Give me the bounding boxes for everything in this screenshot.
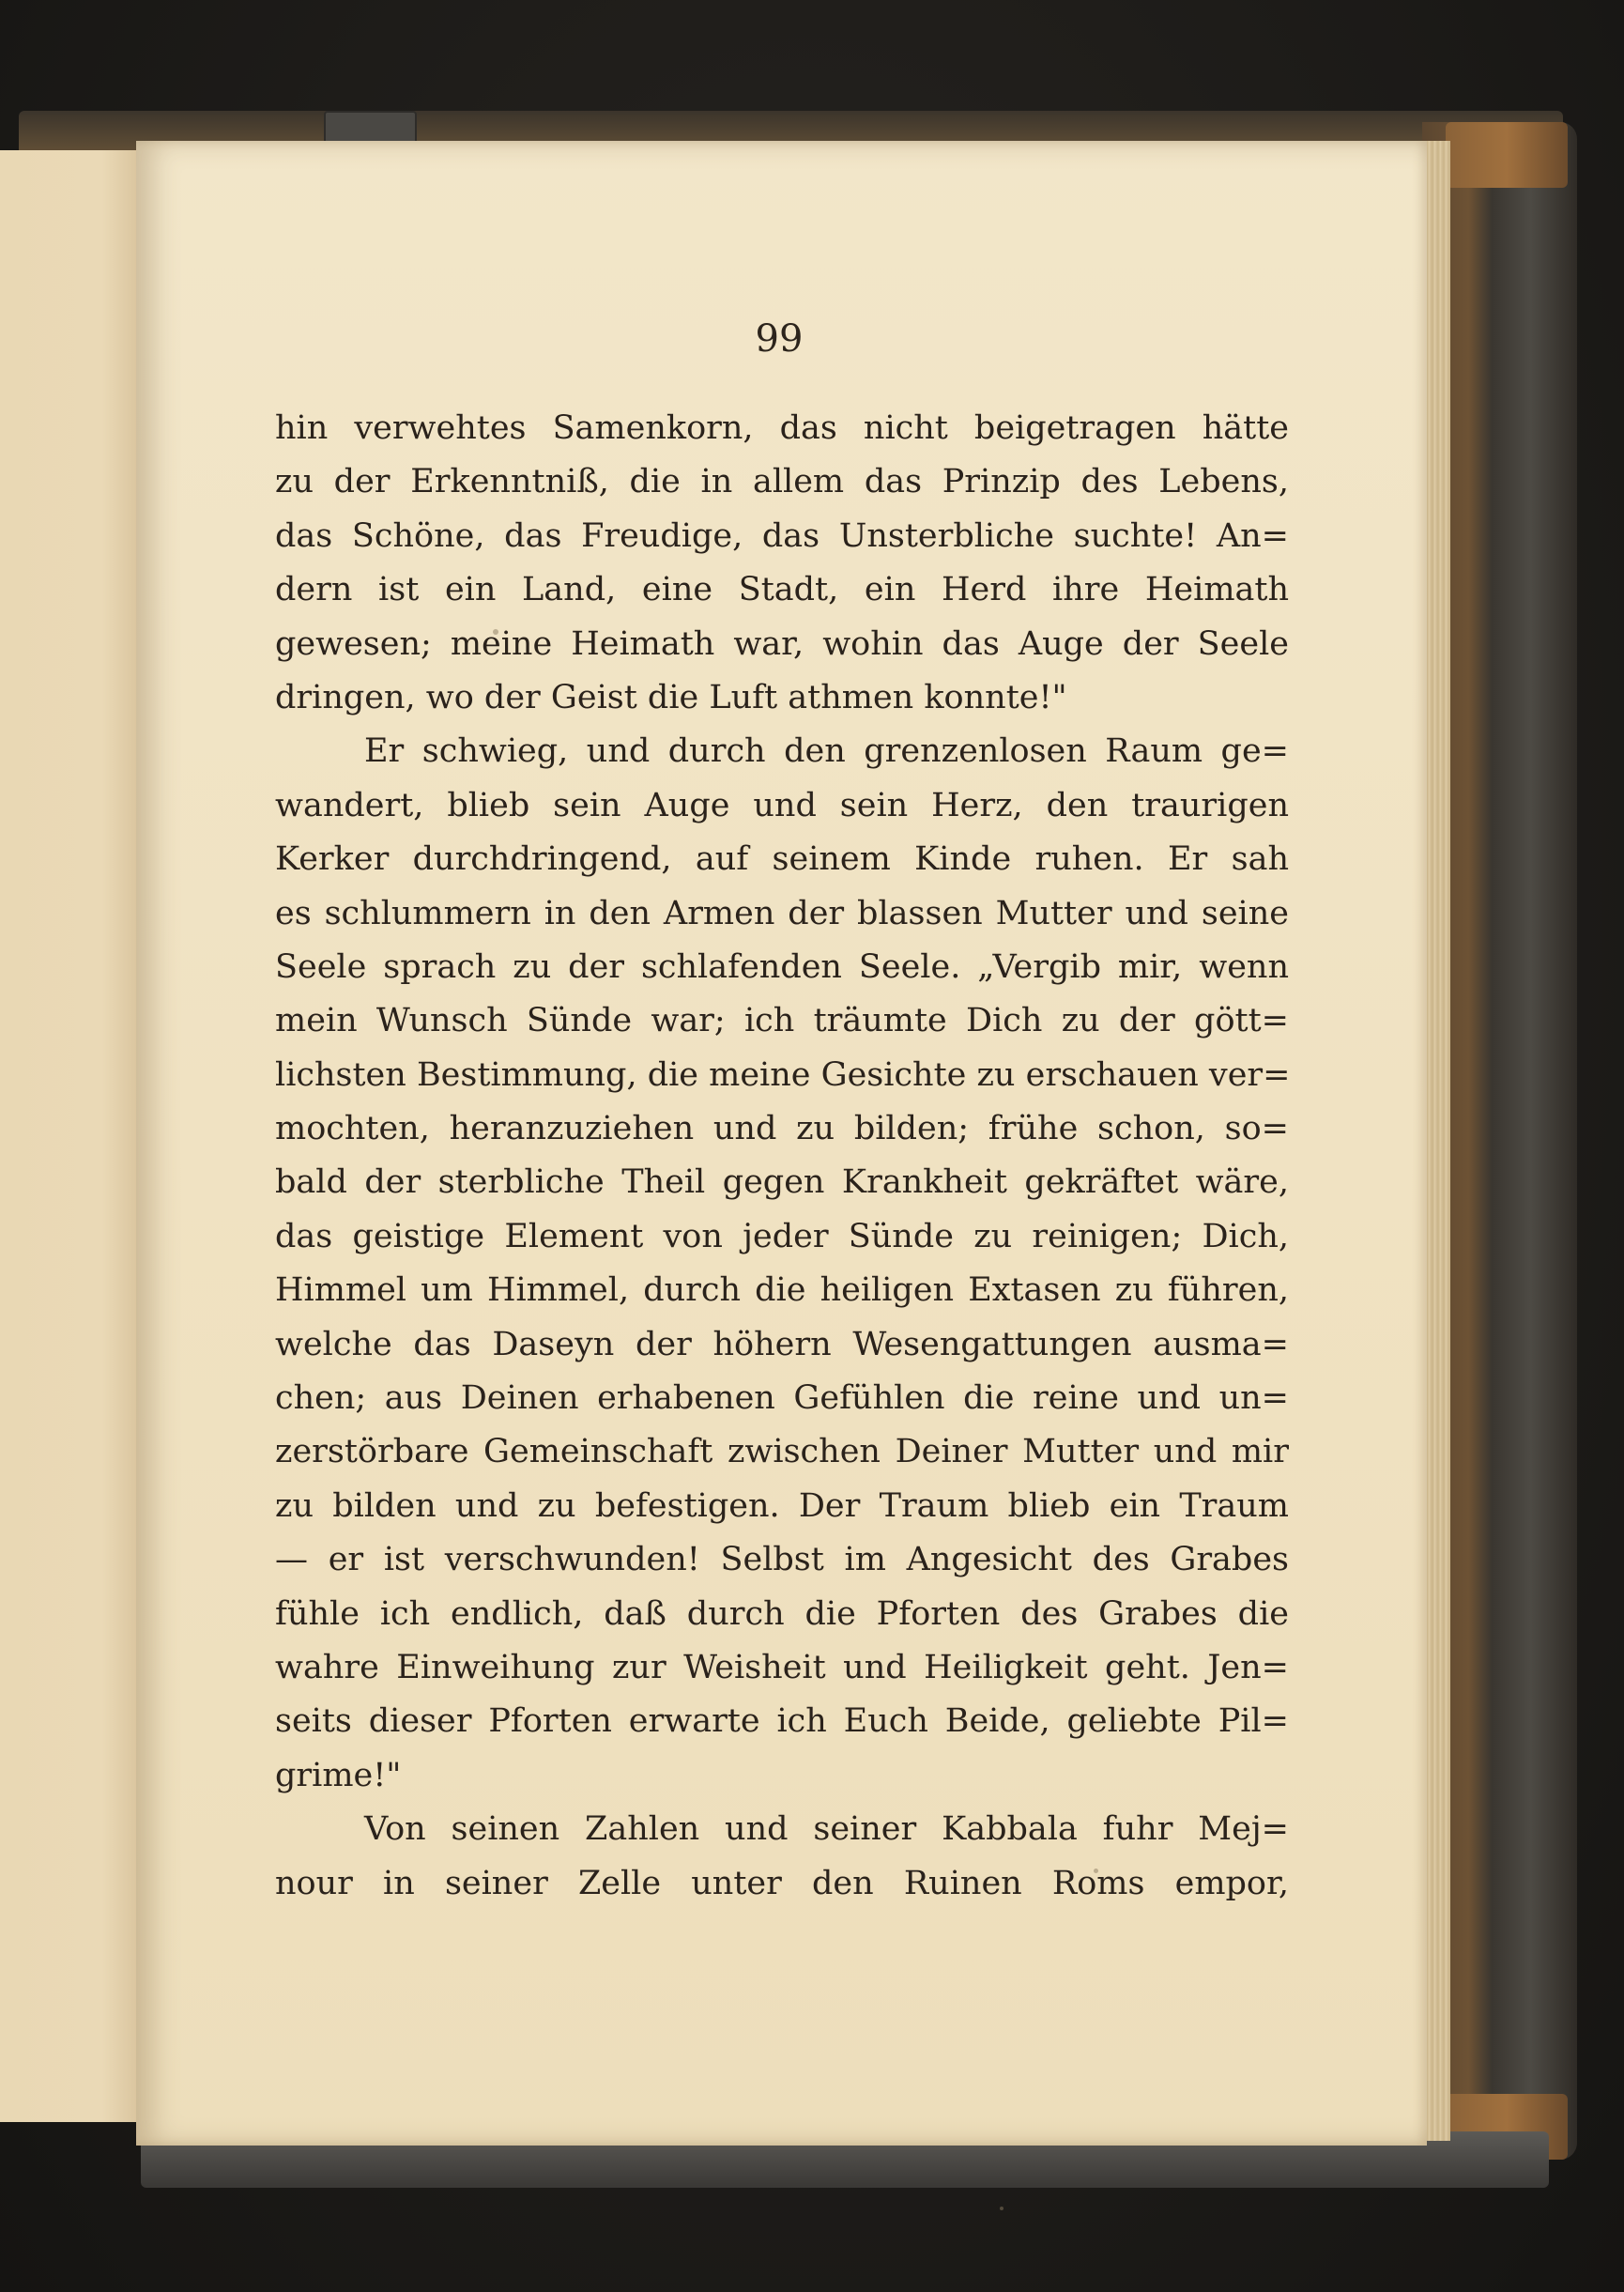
- body-text: [275, 402, 1289, 1911]
- text-line: dern ist ein Land, eine Stadt, ein Herd ihre Heimath: [275, 571, 1289, 609]
- text-line: — er ist verschwunden! Selbst im Angesicht des Grabes: [275, 1541, 1289, 1579]
- text-line: mochten, heranzuziehen und zu bilden; frühe schon, so=: [275, 1110, 1289, 1148]
- text-line: mein Wunsch Sünde war; ich träumte Dich zu der gött=: [275, 1002, 1289, 1040]
- text-line: seits dieser Pforten erwarte ich Euch Beide, geliebte Pil=: [275, 1702, 1289, 1741]
- paper-speck: [1000, 2207, 1004, 2210]
- text-line: das geistige Element von jeder Sünde zu reinigen; Dich,: [275, 1217, 1289, 1255]
- text-line: zerstörbare Gemeinschaft zwischen Deiner Mutter und mir: [275, 1433, 1289, 1471]
- paragraph-start-line: Er schwieg, und durch den grenzenlosen Raum ge=: [364, 732, 1289, 771]
- text-line: zu der Erkenntniß, die in allem das Prinzip des Lebens,: [275, 463, 1289, 501]
- text-line: chen; aus Deinen erhabenen Gefühlen die reine und un=: [275, 1379, 1289, 1418]
- text-line: wahre Einweihung zur Weisheit und Heiligkeit geht. Jen=: [275, 1648, 1289, 1686]
- text-line: gewesen; meine Heimath war, wohin das Auge der Seele: [275, 624, 1289, 663]
- text-line: nour in seiner Zelle unter den Ruinen Roms empor,: [275, 1864, 1289, 1902]
- text-line: hin verwehtes Samenkorn, das nicht beigetragen hätte: [275, 409, 1289, 447]
- text-line: bald der sterbliche Theil gegen Krankheit gekräftet wäre,: [275, 1163, 1289, 1202]
- text-line: Kerker durchdringend, auf seinem Kinde ruhen. Er sah: [275, 840, 1289, 879]
- paragraph-start-line: Von seinen Zahlen und seiner Kabbala fuhr Mej=: [364, 1810, 1289, 1849]
- text-line: dringen, wo der Geist die Luft athmen konnte!": [275, 678, 1067, 716]
- text-line: zu bilden und zu befestigen. Der Traum blieb ein Traum: [275, 1486, 1289, 1525]
- text-line: Seele sprach zu der schlafenden Seele. „Vergib mir, wenn: [275, 947, 1289, 986]
- left-page-text-fragments: [0, 404, 28, 456]
- text-line: es schlummern in den Armen der blassen Mutter und seine: [275, 894, 1289, 932]
- spine-leather-corner-top: [1446, 122, 1568, 188]
- page-number: 99: [755, 317, 804, 361]
- text-line: das Schöne, das Freudige, das Unsterbliche suchte! An=: [275, 516, 1289, 555]
- text-line: grime!": [275, 1756, 402, 1794]
- text-line: Himmel um Himmel, durch die heiligen Extasen zu führen,: [275, 1271, 1289, 1310]
- text-line: lichsten Bestimmung, die meine Gesichte zu erschauen ver=: [275, 1055, 1291, 1094]
- text-line: wandert, blieb sein Auge und sein Herz, den traurigen: [275, 786, 1289, 824]
- text-line: fühle ich endlich, daß durch die Pforten des Grabes die: [275, 1594, 1289, 1633]
- text-line: welche das Daseyn der höhern Wesengattungen ausma=: [275, 1325, 1289, 1363]
